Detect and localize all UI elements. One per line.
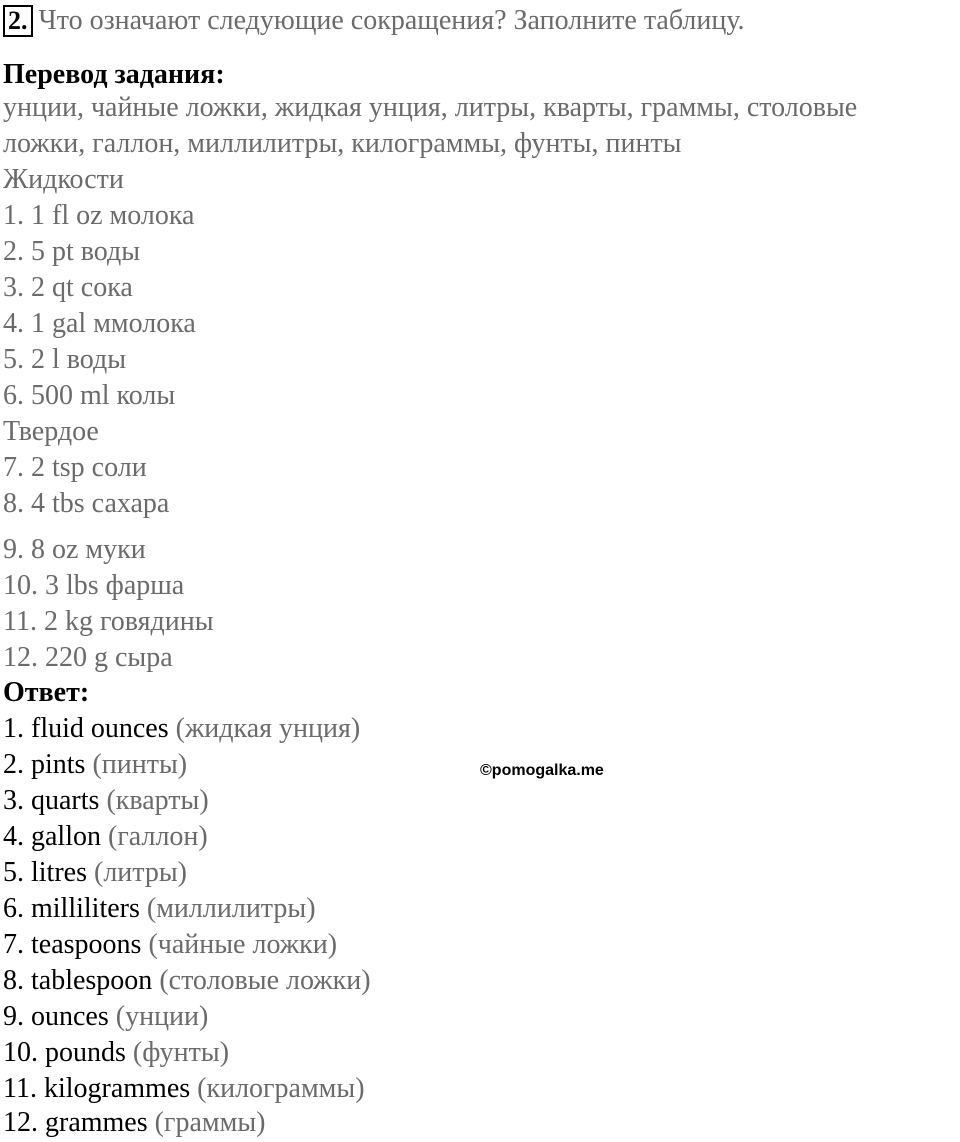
answer-en: 6. milliliters <box>3 893 140 924</box>
answer-item <box>3 1105 265 1141</box>
solid-item: 10. 3 lbs фарша <box>3 570 185 601</box>
translation-heading: Перевод задания: <box>3 59 225 90</box>
answer-item <box>3 783 209 819</box>
answer-en: 2. pints <box>3 749 86 780</box>
liquid-item: 6. 500 ml колы <box>3 380 176 411</box>
liquid-item: 1. 1 fl oz молока <box>3 200 195 231</box>
answer-ru: (унции) <box>115 1001 209 1032</box>
answer-ru: (столовые ложки) <box>159 965 371 996</box>
translation-line: унции, чайные ложки, жидкая унция, литры, кварты, граммы, столовые <box>3 92 858 123</box>
solid-item: 12. 220 g сыра <box>3 642 173 673</box>
answer-en: 4. gallon <box>3 821 101 852</box>
watermark: ©pomogalka.me <box>480 762 604 779</box>
liquids-heading: Жидкости <box>3 164 124 195</box>
solids-heading: Твердое <box>3 416 99 447</box>
liquid-item: 2. 5 pt воды <box>3 236 141 267</box>
answer-item <box>3 711 360 747</box>
answer-ru: (фунты) <box>132 1037 230 1068</box>
answer-item <box>3 891 316 927</box>
answer-en: 1. fluid ounces <box>3 713 169 744</box>
answer-ru: (кварты) <box>106 785 209 816</box>
answer-ru: (жидкая унция) <box>175 713 361 744</box>
liquid-item: 5. 2 l воды <box>3 344 127 375</box>
translation-line: ложки, галлон, миллилитры, килограммы, фунты, пинты <box>3 128 682 159</box>
task-number: 2. <box>3 5 33 37</box>
answer-ru: (килограммы) <box>197 1073 365 1104</box>
answer-en: 7. teaspoons <box>3 929 142 960</box>
answer-ru: (галлон) <box>108 821 208 852</box>
answer-en: 9. ounces <box>3 1001 109 1032</box>
task-question: Что означают следующие сокращения? Заполните таблицу. <box>38 5 745 36</box>
answer-item <box>3 855 187 891</box>
solid-item: 8. 4 tbs сахара <box>3 488 170 519</box>
answer-item <box>3 1071 365 1107</box>
answer-en: 12. grammes <box>3 1107 148 1138</box>
answer-en: 3. quarts <box>3 785 100 816</box>
answer-en: 11. kilogrammes <box>3 1073 191 1104</box>
answer-ru: (пинты) <box>92 749 188 780</box>
answer-ru: (литры) <box>94 857 187 888</box>
answer-en: 5. litres <box>3 857 87 888</box>
solid-item: 9. 8 oz муки <box>3 534 146 565</box>
answer-en: 8. tablespoon <box>3 965 153 996</box>
solid-item: 11. 2 kg говядины <box>3 606 214 637</box>
task-header <box>3 3 745 39</box>
answer-item <box>3 819 208 855</box>
answer-item <box>3 999 208 1035</box>
answer-item <box>3 927 337 963</box>
answer-ru: (миллилитры) <box>146 893 316 924</box>
liquid-item: 3. 2 qt сока <box>3 272 133 303</box>
answer-item <box>3 963 371 999</box>
answer-en: 10. pounds <box>3 1037 126 1068</box>
answer-ru: (чайные ложки) <box>148 929 338 960</box>
answer-item <box>3 747 187 783</box>
answer-item <box>3 1035 229 1071</box>
liquid-item: 4. 1 gal ммолока <box>3 308 196 339</box>
solid-item: 7. 2 tsp соли <box>3 452 147 483</box>
answer-heading: Ответ: <box>3 677 90 708</box>
answer-ru: (граммы) <box>154 1107 266 1138</box>
